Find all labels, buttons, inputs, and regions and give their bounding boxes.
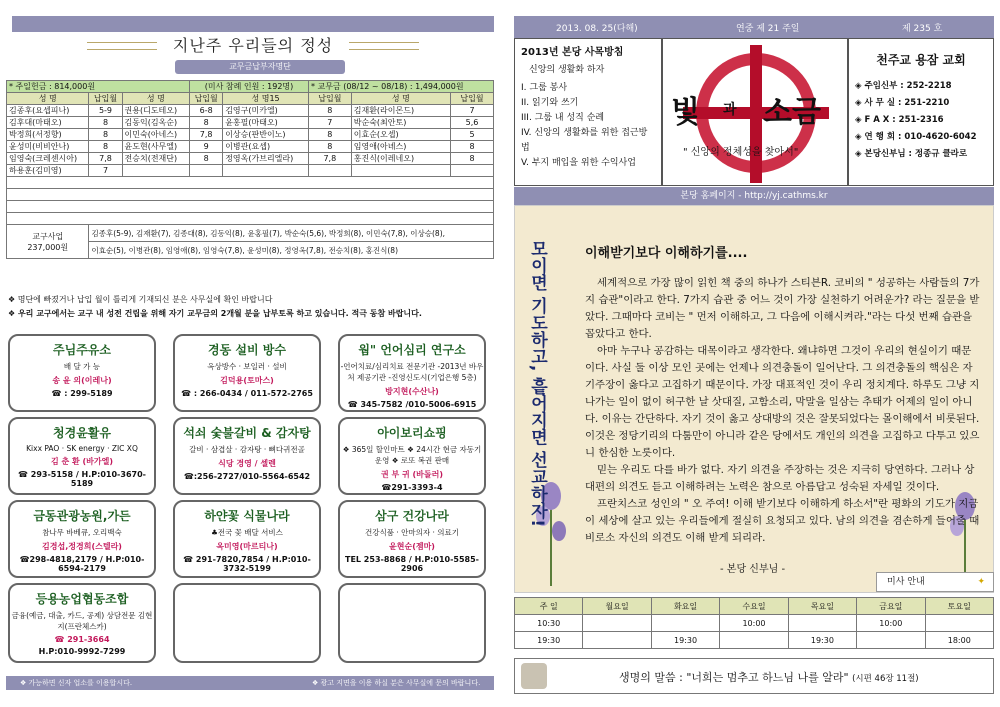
ad-desc: 참나무 바베큐, 오리백숙 xyxy=(42,528,122,537)
business-names-2: 이효순(5), 이병관(8), 임영애(8), 임영숙(7,8), 윤성미(8), 정영옥(7,8), 전승치(8), 홍진식(8) xyxy=(89,242,494,259)
note-diocese: ❖ 우리 교구에서는 교구 내 성전 건립을 위해 자기 교무금의 2개월 분을 납부토록 하고 있습니다. 적극 동참 바랍니다. xyxy=(8,309,422,318)
table-cell: 박순숙(최안토) xyxy=(351,117,450,129)
ad-desc: Kixx PAO · SK energy · ZIC XQ xyxy=(26,444,138,453)
schedule-row xyxy=(515,615,994,632)
business-ad xyxy=(173,500,321,578)
homepage-bar: 본당 홈페이지 - http://yj.cathms.kr xyxy=(514,187,994,205)
business-ad xyxy=(8,334,156,412)
policy-item: II. 읽기와 쓰기 xyxy=(521,98,579,108)
ad-title: 웜" 언어심리 연구소 xyxy=(358,343,466,357)
ad-owner: 권 부 귀 (바돌러) xyxy=(380,470,444,479)
ad-phone: ☎ 291-7820,7854 / H.P:010-3732-5199 xyxy=(183,555,311,573)
word-label: 생명의 말씀 : xyxy=(619,671,683,684)
table-cell: 6-8 xyxy=(190,105,223,117)
table-cell: 7,8 xyxy=(308,153,351,165)
business-cell: 교구사업 237,000원 xyxy=(7,225,89,259)
table-cell: 하용훈(김미영) xyxy=(7,165,89,177)
table-cell: 7,8 xyxy=(89,153,122,165)
logo-salt: 소금 xyxy=(763,95,821,130)
message-heading: 이해받기보다 이해하기를.... xyxy=(585,246,748,261)
ad-owner: 식당 경영 / 셀렌 xyxy=(218,459,276,468)
table-cell: 김후대(마태오) xyxy=(7,117,89,129)
schedule-row xyxy=(515,632,994,649)
ad-desc: 갈비 · 삼겹살 · 감자탕 · 뼈다귀전골 xyxy=(189,445,305,454)
table-header-row xyxy=(7,93,494,105)
message-paragraph: 믿는 우리도 다를 바가 없다. 자기 의견을 주장하는 것은 지극히 당연하다. 그러나 상대편의 의견도 듣고 이해하려는 노력은 참으로 아름답고 성숙된 자세일 것이다. xyxy=(585,464,975,493)
issue-date: 2013. 08. 25(다해) xyxy=(556,24,638,34)
table-cell: 8 xyxy=(190,153,223,165)
jesus-portrait xyxy=(521,663,547,689)
table-row xyxy=(7,153,494,165)
business-ad xyxy=(173,417,321,495)
ad-phone: ☎ : 299-5189 xyxy=(51,389,113,398)
ad-owner: 김덕용(토마스) xyxy=(220,376,274,385)
mass-guide-label: 미사 안내 ✦ xyxy=(876,572,994,592)
business-ad xyxy=(338,500,486,578)
schedule-time: 10:00 xyxy=(720,615,788,632)
schedule-day: 월요일 xyxy=(583,598,651,615)
contact-line: ◈ 연 행 회 : 010-4620-6042 xyxy=(855,132,977,142)
business-ad xyxy=(8,500,156,578)
ad-title: 청경윤활유 xyxy=(53,426,111,440)
table-cell: 임영숙(크레센시아) xyxy=(7,153,89,165)
column-header: 성 명 xyxy=(122,93,190,105)
mass-schedule xyxy=(514,597,994,649)
business-ad xyxy=(173,334,321,412)
signature: - 본당 신부님 - xyxy=(720,564,786,575)
table-cell: 7,8 xyxy=(190,129,223,141)
column-header: 납입월 xyxy=(190,93,223,105)
policy-item: V. 부지 매입을 위한 수익사업 xyxy=(521,158,636,168)
logo-light: 빛 xyxy=(671,95,700,130)
schedule-time: 10:30 xyxy=(515,615,583,632)
left-header-band xyxy=(12,16,494,32)
business-ad xyxy=(338,417,486,495)
column-header: 납입월 xyxy=(89,93,122,105)
table-cell: 윤홍필(마태오) xyxy=(223,117,309,129)
liturgical-week: 연중 제 21 주일 xyxy=(736,24,800,34)
logo-motto: " 신앙의 정체성을 찾아서" xyxy=(683,147,799,158)
column-header: 납입월 xyxy=(308,93,351,105)
ad-desc: -언어치료/심리치료 전문기관 -2013년 바우처 제공기관 -진영신도시(기업은행 5층) xyxy=(340,362,484,382)
table-cell xyxy=(223,165,309,177)
church-name: 천주교 용잠 교회 xyxy=(876,53,966,67)
table-cell: 8 xyxy=(308,141,351,153)
table-cell xyxy=(451,165,494,177)
ad-title: 주님주유소 xyxy=(53,343,111,357)
church-contact-box xyxy=(848,38,994,186)
message-paragraph: 아마 누구나 공감하는 대목이라고 생각한다. 왜냐하면 그것이 우리의 현실이기 때문이다. 사실 둘 이상 모인 곳에는 언제나 의견충돌이 일어난다. 그 의견충돌의 핵심은 자기주장이 옳다고 고집하기 때문이다. 가장 대표적인 것이 우리 정치계다. 하루도 그냥 지나가는 일이 없이 허구한 날 삿대질, 고함소리, 막말을 일삼는 추태가 어제의 일이 아니다. 이유는 간단하다. 자기 것이 옳고 상대방의 것은 잘못되었다는 몰이해에서 비롯된다. 이것은 정당기리의 다툼만이 아니라 같은 당에서도 개인의 의견을 고집하고 다투고 있으니 한심한 노릇이다. xyxy=(585,345,980,459)
table-cell: 이병관(요셉) xyxy=(223,141,309,153)
table-cell: 8 xyxy=(89,129,122,141)
offering-subtitle: 교무금납부자명단 xyxy=(175,60,345,74)
table-cell xyxy=(308,165,351,177)
table-cell: 8 xyxy=(190,117,223,129)
table-cell: 이민숙(아네스) xyxy=(122,129,190,141)
table-row xyxy=(7,165,494,177)
note-missing: ❖ 명단에 빠졌거나 납입 월이 틀리게 기재되신 분은 사무실에 확인 바랍니다 xyxy=(8,295,273,304)
ad-phone: TEL 253-8868 / H.P:010-5585-2906 xyxy=(345,555,479,573)
table-cell: 9 xyxy=(190,141,223,153)
ad-phone: ☎ : 266-0434 / 011-572-2765 xyxy=(181,389,313,398)
table-cell: 8 xyxy=(451,141,494,153)
ad-owner: 옥미영(마르티나) xyxy=(216,542,278,551)
table-cell: 윤성미(비비안나) xyxy=(7,141,89,153)
ad-title: 금동관광농원,가든 xyxy=(33,509,131,523)
table-cell: 8 xyxy=(451,153,494,165)
ad-desc: ♣전국 꽃 배달 서비스 xyxy=(211,528,283,537)
business-names-1: 김종후(5-9), 김재환(7), 김종대(8), 김동익(8), 윤홍필(7), 박순숙(5,6), 박정희(8), 이민숙(7,8), 이상승(8), xyxy=(89,225,494,242)
ad-phone: ☎:256-2727/010-5564-6542 xyxy=(183,472,311,481)
table-cell: 이효순(오셉) xyxy=(351,129,450,141)
schedule-day: 토요일 xyxy=(925,598,993,615)
table-cell: 김동익(김옥순) xyxy=(122,117,190,129)
ad-desc: 배 달 가 능 xyxy=(63,362,101,371)
schedule-time xyxy=(925,615,993,632)
offering-table xyxy=(6,80,494,259)
business-ad xyxy=(338,334,486,412)
message-body xyxy=(585,275,980,547)
business-ad xyxy=(8,583,156,663)
table-cell: 5,6 xyxy=(451,117,494,129)
column-header: 성 명 xyxy=(351,93,450,105)
schedule-time: 19:30 xyxy=(651,632,719,649)
schedule-day: 화요일 xyxy=(651,598,719,615)
left-footer: ❖ 가능하면 신자 업소를 이용합시다. ❖ 광고 지면을 이용 하실 분은 사무실에 문의 바랍니다. xyxy=(6,676,494,690)
table-row xyxy=(7,117,494,129)
word-of-life xyxy=(514,658,994,694)
column-header: 성 명15 xyxy=(223,93,309,105)
ornament-right xyxy=(349,42,419,50)
table-cell: 정영옥(가브리엘라) xyxy=(223,153,309,165)
ad-title: 경동 설비 방수 xyxy=(208,343,286,357)
table-cell: 7 xyxy=(89,165,122,177)
contact-line: ◈ 사 무 실 : 251-2210 xyxy=(855,98,950,108)
vertical-slogan: 모이면 기도하고, 흩어지면 선교하자! xyxy=(527,240,547,527)
message-paragraph: 프란치스코 성인의 " 오 주여! 이해 받기보다 이해하게 하소서"란 평화의 기도가 지금 이 세상에 살고 있는 우리들에게 절실히 요청되고 있다. 남의 의견을 겸손하게 들어줄 때 비로소 자신의 의견도 이해 받게 되리라. xyxy=(585,498,980,544)
ad-owner: ☎ 291-3664 xyxy=(54,635,110,644)
angel-icon: ✦ xyxy=(977,577,985,587)
schedule-day: 금요일 xyxy=(857,598,925,615)
issue-number: 제 235 호 xyxy=(902,24,943,34)
schedule-time: 18:00 xyxy=(925,632,993,649)
schedule-time xyxy=(651,615,719,632)
offering-title: 지난주 우리들의 정성 xyxy=(12,32,494,60)
mass-attendance: (미사 참례 인원 : 192명) xyxy=(190,81,309,93)
ad-owner: 김경섭,정경희(스텔라) xyxy=(42,542,122,551)
table-cell: 7 xyxy=(308,117,351,129)
ad-phone: ☎298-4818,2179 / H.P:010-6594-2179 xyxy=(19,555,145,573)
ad-desc: 옥상방수 · 보일러 · 설비 xyxy=(207,362,287,371)
empty-ad-slot xyxy=(173,583,321,663)
table-cell: 8 xyxy=(308,105,351,117)
schedule-time: 19:30 xyxy=(788,632,856,649)
tithe-total: * 교무금 (08/12 ~ 08/18) : 1,494,000원 xyxy=(308,81,493,93)
ad-phone: ☎291-3393-4 xyxy=(381,483,443,492)
ad-phone: ☎ 345-7582 /010-5006-6915 xyxy=(347,400,477,409)
pastoral-policy-box: 2013년 본당 사목방침 신앙의 생활화 하자 I. 그룹 봉사 II. 읽기와 쓰기 III. 그룹 내 성직 순례 IV. 신앙의 생활화를 위한 접근방법 V. 부지 매입을 위한 수익사업 xyxy=(514,38,662,186)
logo-box: 빛 과 소금 " 신앙의 정체성을 찾아서" xyxy=(662,38,848,186)
contact-line: ◈ 본당신부님 : 정종규 클라로 xyxy=(855,149,968,159)
table-row xyxy=(7,129,494,141)
word-text: "너희는 멈추고 하느님 나를 알라" xyxy=(686,671,849,684)
schedule-time xyxy=(720,632,788,649)
table-cell xyxy=(351,165,450,177)
table-cell: 8 xyxy=(89,141,122,153)
table-cell: 이상승(판반이노) xyxy=(223,129,309,141)
table-cell: 김재환(라이몬드) xyxy=(351,105,450,117)
schedule-day: 목요일 xyxy=(788,598,856,615)
word-reference: (시편 46장 11절) xyxy=(852,674,919,684)
table-cell: 윤도현(사무엘) xyxy=(122,141,190,153)
column-header: 납입월 xyxy=(451,93,494,105)
schedule-time: 10:00 xyxy=(857,615,925,632)
column-header: 성 명 xyxy=(7,93,89,105)
contact-line: ◈ F A X : 251-2316 xyxy=(855,115,944,125)
schedule-time xyxy=(788,615,856,632)
empty-ad-slot xyxy=(338,583,486,663)
table-cell: 박정희(서정향) xyxy=(7,129,89,141)
ad-title: 하얀꽃 식물나라 xyxy=(204,509,290,523)
schedule-day: 주 일 xyxy=(515,598,583,615)
ad-desc: 건강식품 · 안마의자 · 의료기 xyxy=(365,528,459,537)
ad-phone: H.P:010-9992-7299 xyxy=(38,647,126,656)
table-cell: 홍진식(이레네오) xyxy=(351,153,450,165)
table-row xyxy=(7,141,494,153)
schedule-time: 19:30 xyxy=(515,632,583,649)
message-paragraph: 세계적으로 가장 많이 읽힌 책 중의 하나가 스티븐R. 코비의 " 성공하는 사람들의 7가지 습관"이라고 한다. 7가지 습관 중 어느 것이 가장 실천하기 어려운가? 라는 질문을 받았다. 그때마다 코비는 " 먼저 이해하고, 그 다음에 이해시켜라."라는 다섯 번째 습관을 꼽았다고 한다. xyxy=(585,277,980,340)
schedule-day: 수요일 xyxy=(720,598,788,615)
table-cell: 8 xyxy=(308,129,351,141)
schedule-time xyxy=(857,632,925,649)
issue-bar xyxy=(514,16,994,38)
table-cell: 7 xyxy=(451,105,494,117)
ad-owner: 방지현(수산나) xyxy=(385,387,439,396)
table-cell: 8 xyxy=(89,117,122,129)
schedule-time xyxy=(583,615,651,632)
table-cell: 전승치(전재단) xyxy=(122,153,190,165)
ad-owner: 윤현순(젬마) xyxy=(389,542,435,551)
table-cell: 김영구(미카엘) xyxy=(223,105,309,117)
ad-title: 석쇠 숯불갈비 & 감자탕 xyxy=(183,426,311,440)
ad-title: 등용농업협동조합 xyxy=(35,592,129,606)
table-cell: 권용(디도테오) xyxy=(122,105,190,117)
schedule-time xyxy=(583,632,651,649)
policy-item: I. 그룹 봉사 xyxy=(521,83,568,93)
table-cell: 5 xyxy=(451,129,494,141)
table-row xyxy=(7,105,494,117)
ad-desc: 금융(예금, 대출, 카드, 공제) 상담전문 김현지(프란체스카) xyxy=(11,611,153,631)
policy-item: IV. 신앙의 생활화를 위한 접근방법 xyxy=(521,128,648,153)
table-cell: 5-9 xyxy=(89,105,122,117)
sunday-offering: * 주일헌금 : 814,000원 xyxy=(7,81,190,93)
table-cell xyxy=(190,165,223,177)
ad-phone: ☎ 293-5158 / H.P:010-3670-5189 xyxy=(18,470,146,488)
contact-line: ◈ 주임신부 : 252-2218 xyxy=(855,81,952,91)
ad-title: 아이보리쇼핑 xyxy=(377,426,447,440)
table-cell: 임영애(아녜스) xyxy=(351,141,450,153)
ad-owner: 김 춘 환 (바가엘) xyxy=(50,457,114,466)
business-ad xyxy=(8,417,156,495)
policy-item: III. 그룹 내 성직 순례 xyxy=(521,113,605,123)
table-cell: 김종후(요셉피나) xyxy=(7,105,89,117)
ad-owner: 송 윤 의(이레나) xyxy=(52,376,112,385)
table-cell xyxy=(122,165,190,177)
ad-desc: ❖ 365일 할인마트 ❖ 24시간 현금 자동기 운영 ❖ 로또 복권 판매 xyxy=(342,445,482,465)
schedule-days-row xyxy=(515,598,994,615)
ornament-left xyxy=(87,42,157,50)
ad-title: 삼구 건강나라 xyxy=(375,509,449,523)
